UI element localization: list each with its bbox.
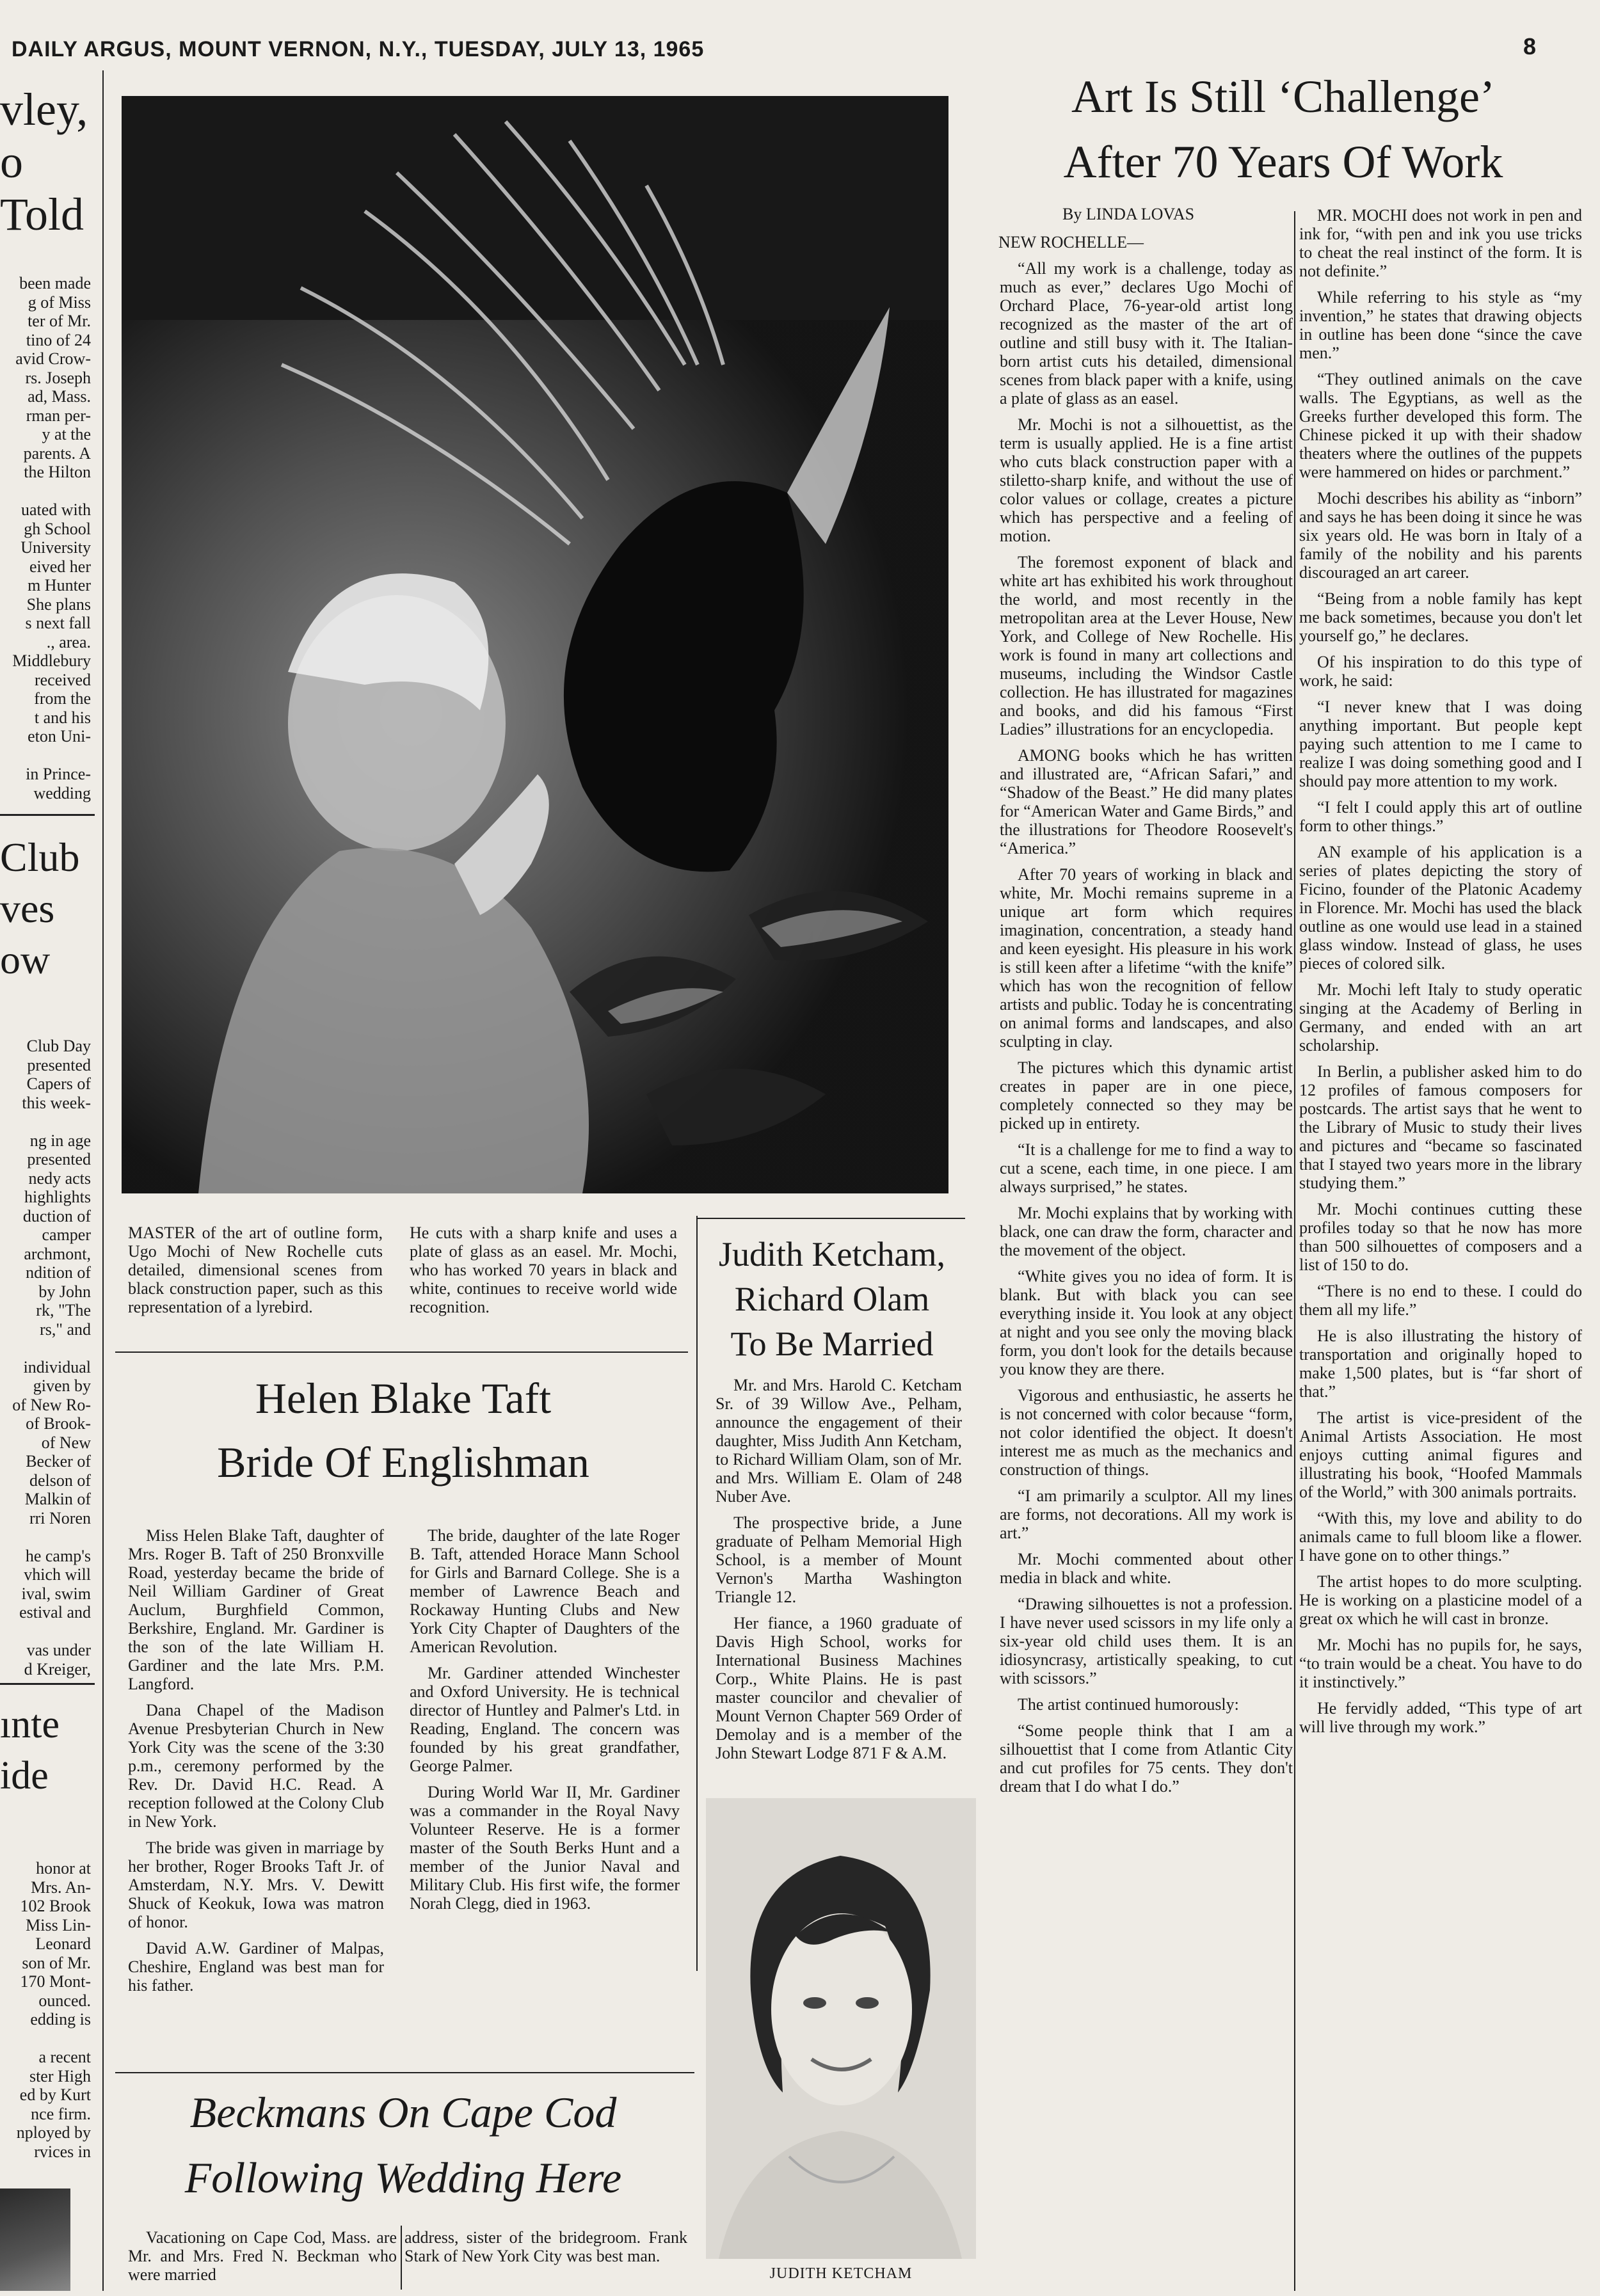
art-dateline: NEW ROCHELLE— — [998, 233, 1144, 251]
art-paragraph: Vigorous and enthusiastic, he asserts he is not concerned with color because “form, not color identified the object. It doesn't interest me as much as the mechanics and construction of things. — [1000, 1386, 1293, 1479]
ketcham-paragraph: The prospective bride, a June graduate of Pelham Memorial High School, is a member of Mount Vernon's Martha Washington Triangle 12. — [716, 1513, 962, 1606]
left-story-line — [0, 1622, 91, 1641]
art-paragraph: Mr. Mochi commented about other media in black and white. — [1000, 1550, 1293, 1587]
left-story-line: Mrs. An- — [31, 1877, 91, 1897]
left-story-line: ., area. — [46, 632, 91, 651]
left-rule-2 — [0, 1683, 95, 1685]
left-story-line: of New — [41, 1433, 91, 1452]
ketcham-headline-line: Judith Ketcham, — [719, 1235, 945, 1273]
art-paragraph: In Berlin, a publisher asked him to do 12 profiles of famous composers for postcards. The artist says that he went to the Library of Music to study their lives and pictures and “became so fascinated that I stayed two years more in the library studying them.” — [1299, 1062, 1582, 1192]
photo-caption-right: He cuts with a sharp knife and uses a plate of glass as an easel. Mr. Mochi, who has worked 70 years in black and white, continues to receive world wide recognition. — [410, 1224, 677, 1316]
left-headline-line: ow — [0, 937, 51, 982]
beckman-col-2-text: address, sister of the bridegroom. Frank Stark of New York City was best man. — [404, 2228, 687, 2265]
left-story-line: he camp's — [25, 1546, 91, 1565]
left-story-line: rvices in — [34, 2142, 91, 2161]
art-paragraph: “White gives you no idea of form. It is blank. But with black you can see everything inside it. You look at any object at night and you see only the moving black form, you don't look for the details because you know they are there. — [1000, 1267, 1293, 1378]
art-paragraph: Mochi describes his ability as “inborn” and says he has been doing it since he was six years old. He was born in Italy of a family of the nobility and his parents discouraged an art career. — [1299, 489, 1582, 582]
left-story-line: rman per- — [26, 406, 91, 425]
art-paragraph: After 70 years of working in black and white, Mr. Mochi remains supreme in a unique art form which requires imagination, concentration, a steady hand and keen eyesight. His pleasure in his work is still keen after a lifetime “with the knife” which has won the recognition of fellow artists and public. Today he is concentrating on animal forms and landscapes, and also sculpting in clay. — [1000, 865, 1293, 1051]
mochi-photo — [122, 96, 948, 1193]
left-story-line: Club Day — [26, 1037, 91, 1055]
left-story-line: eived her — [29, 557, 91, 576]
left-story-line: nployed by — [16, 2123, 91, 2142]
left-story-line: nedy acts — [28, 1168, 91, 1188]
art-headline-line-1: Art Is Still ‘Challenge’ — [1071, 71, 1495, 122]
left-story-line — [0, 1339, 91, 1358]
art-headline-line-2: After 70 Years Of Work — [1063, 136, 1503, 187]
art-paragraph: “With this, my love and ability to do animals came to full bloom like a flower. I have gone on to other things.” — [1299, 1509, 1582, 1565]
left-headline-line: Club — [0, 834, 80, 880]
taft-paragraph: David A.W. Gardiner of Malpas, Cheshire, England was best man for his father. — [128, 1939, 384, 1995]
rule-beckman-mid — [401, 2226, 402, 2290]
left-story-line: y at the — [42, 425, 91, 443]
art-paragraph: Mr. Mochi explains that by working with black, one can draw the form, character and the movement of the object. — [1000, 1204, 1293, 1259]
taft-col-2 — [410, 1526, 680, 2051]
left-headline-1 — [0, 83, 96, 241]
masthead: DAILY ARGUS, MOUNT VERNON, N.Y., TUESDAY, JULY 13, 1965 — [12, 37, 705, 61]
left-story-line: nce firm. — [31, 2104, 91, 2123]
left-story-line: this week- — [22, 1093, 91, 1112]
art-paragraph: “I am primarily a sculptor. All my lines are forms, not decorations. All my work is art.” — [1000, 1487, 1293, 1542]
left-story-line: ounced. — [38, 1991, 91, 2010]
mochi-photo-image — [122, 96, 948, 1193]
left-headline-3 — [0, 1699, 96, 1801]
ketcham-portrait-image — [706, 1798, 976, 2259]
left-story-line: 170 Mont- — [20, 1972, 91, 1991]
left-story-line: Malkin of — [24, 1490, 91, 1508]
left-photo-fragment — [0, 2188, 70, 2291]
page-number: 8 — [1523, 33, 1536, 60]
taft-headline-line-2: Bride Of Englishman — [217, 1438, 589, 1487]
ketcham-portrait — [706, 1798, 976, 2259]
taft-paragraph: During World War II, Mr. Gardiner was a commander in the Royal Navy Volunteer Reserve. He is a former master of the South Berks Hunt and a member of the Junior Naval and Military Club. His first wife, the former Norah Clegg, died in 1963. — [410, 1783, 680, 1913]
rule-above-ketcham — [698, 1218, 965, 1219]
beckman-col-1 — [128, 2228, 397, 2290]
left-headline-line: ide — [0, 1754, 49, 1798]
left-story-line: Becker of — [26, 1452, 91, 1471]
left-story-line: rs," and — [40, 1319, 91, 1339]
left-story-line: highlights — [24, 1188, 91, 1206]
left-story-line: individual — [23, 1357, 91, 1376]
left-rule-1 — [0, 814, 95, 816]
beckman-headline-line-2: Following Wedding Here — [184, 2153, 622, 2202]
left-headline-line: ınte — [0, 1703, 60, 1746]
art-paragraph: The artist hopes to do more sculpting. He is working on a plasticine model of a great ox which he will cast in bronze. — [1299, 1572, 1582, 1628]
ketcham-portrait-caption: JUDITH KETCHAM — [769, 2265, 913, 2282]
art-paragraph: Mr. Mochi has no pupils for, he says, “to train would be a cheat. You have to do it instinctively.” — [1299, 1636, 1582, 1691]
left-story-line: ed by Kurt — [19, 2085, 91, 2104]
left-headline-line: ves — [0, 886, 55, 931]
art-paragraph: “It is a challenge for me to find a way to cut a scene, each time, in one piece. I am always surprised,” he states. — [1000, 1140, 1293, 1196]
left-story-line: rri Noren — [29, 1508, 91, 1527]
left-story-line: presented — [27, 1055, 91, 1074]
left-story-line: in Prince- — [26, 765, 91, 783]
left-story-line: vas under — [26, 1641, 91, 1659]
left-story-line: delson of — [29, 1471, 91, 1490]
left-story-line: s next fall — [25, 614, 91, 632]
left-story-line: edding is — [30, 2010, 91, 2029]
left-story-line: gh School — [24, 519, 91, 538]
beckman-headline-line-1: Beckmans On Cape Cod — [189, 2088, 617, 2137]
left-story-line: uated with — [20, 500, 91, 519]
ketcham-paragraph: Mr. and Mrs. Harold C. Ketcham Sr. of 39 Willow Ave., Pelham, announce the engagement of their daughter, Miss Judith Ann Ketcham, to Richard William Olam, son of Mr. and Mrs. William E. Olam of 248 Nuber Ave. — [716, 1376, 962, 1506]
left-story-line: avid Crow- — [15, 349, 91, 368]
left-story-line: received — [34, 670, 91, 689]
art-paragraph: While referring to his style as “my invention,” he states that drawing objects in outline has been done “since the cave men.” — [1299, 288, 1582, 362]
art-paragraph: The foremost exponent of black and white art has exhibited his work throughout the world, and most recently in the metropolitan area at the Lever House, New York, and College of New Rochelle. His work is found in many art collections and museums, including the Windsor Castle collection. He has illustrated for magazines and books, and did his famous “First Ladies” illustrations for an encyclopedia. — [1000, 553, 1293, 738]
left-story-line: been made — [19, 274, 91, 292]
art-paragraph: Mr. Mochi is not a silhouettist, as the term is usually applied. He is a fine artist who cuts black construction paper with a stiletto-sharp knife, and without the use of color values or collage, creates a picture which has perspective and a feeling of motion. — [1000, 415, 1293, 545]
art-col-2 — [1299, 206, 1582, 2291]
left-story-line — [0, 2029, 91, 2048]
left-story-line: wedding — [33, 783, 91, 802]
left-story-line: ter of Mr. — [28, 312, 91, 330]
left-story-line: g of Miss — [28, 292, 91, 312]
taft-paragraph: The bride, daughter of the late Roger B. Taft, attended Horace Mann School for Girls and Barnard College. She is a member of Lawrence Beach and Rockaway Hunting Clubs and New York City Chapter of Daughters of the American Revolution. — [410, 1526, 680, 1656]
beckman-col-1-text: Vacationing on Cape Cod, Mass. are Mr. and Mrs. Fred N. Beckman who were married — [128, 2228, 397, 2284]
left-story-line: a recent — [38, 2048, 91, 2066]
left-story-line: presented — [27, 1150, 91, 1168]
art-paragraph: Mr. Mochi continues cutting these profiles today so that he now has more than 500 silhouettes of composers and a list of 150 to do. — [1299, 1200, 1582, 1274]
left-story-line: honor at — [36, 1859, 91, 1877]
beckman-headline — [115, 2080, 691, 2214]
taft-headline-line-1: Helen Blake Taft — [255, 1374, 552, 1423]
art-paragraph: “There is no end to these. I could do them all my life.” — [1299, 1282, 1582, 1319]
art-paragraph: “All my work is a challenge, today as much as ever,” declares Ugo Mochi of Orchard Place, 76-year-old artist long recognized as the master of the art of outline and still busy with it. The Italian-born artist cuts his detailed, dimensional scenes from black paper with a knife, using a plate of glass as an easel. — [1000, 259, 1293, 408]
taft-headline — [115, 1366, 691, 1501]
left-story-line: of New Ro- — [12, 1395, 91, 1414]
left-story-line: University — [20, 538, 91, 557]
left-story-line: 102 Brook — [20, 1897, 91, 1915]
taft-paragraph: Miss Helen Blake Taft, daughter of Mrs. Roger B. Taft of 250 Bronxville Road, yesterday became the bride of Neil William Gardiner of Great Auclum, Burghfield Common, Berkshire, England. Mr. Gardiner is the son of the late William H. Gardiner and the late Mrs. P.M. Langford. — [128, 1526, 384, 1693]
left-story-line: tino of 24 — [26, 330, 91, 349]
beckman-col-2 — [404, 2228, 687, 2290]
ketcham-headline — [698, 1232, 966, 1376]
face-shape — [771, 1913, 912, 2105]
rule-above-beckman — [115, 2072, 694, 2073]
art-paragraph: The artist is vice-president of the Animal Artists Association. He most enjoys cutting animal figures and illustrating his book, “Hoofed Mammals of the World,” with 300 animals portraits. — [1299, 1408, 1582, 1501]
taft-paragraph: Mr. Gardiner attended Winchester and Oxford University. He is technical director of Huntley and Palmer's Ltd. in Reading, England. The concern was founded by his great grandfather, George Palmer. — [410, 1664, 680, 1775]
left-story-line: d Kreiger, — [24, 1659, 91, 1678]
ketcham-paragraph: Her fiance, a 1960 graduate of Davis High School, works for International Business Machines Corp., White Plains. He is past master councilor and chevalier of Mount Vernon Chapter 569 Order of Demolay and is a member of the John Stewart Lodge 871 F & A.M. — [716, 1614, 962, 1762]
left-story-line: Middlebury — [12, 651, 91, 670]
left-story-line: camper — [42, 1225, 91, 1244]
left-story-line: t and his — [34, 708, 91, 727]
left-story-line: Capers of — [26, 1074, 91, 1093]
left-story-line: son of Mr. — [22, 1953, 91, 1972]
left-headline-2 — [0, 832, 96, 985]
left-story-line: given by — [33, 1376, 91, 1395]
taft-paragraph: The bride was given in marriage by her brother, Roger Brooks Taft Jr. of Amsterdam, N.Y. Mrs. V. Dewitt Shuck of Keokuk, Iowa was matron of honor. — [128, 1838, 384, 1931]
left-story-line: Miss Lin- — [26, 1915, 91, 1934]
art-headline — [979, 64, 1587, 198]
ketcham-headline-line: To Be Married — [730, 1325, 934, 1363]
left-story-line: by John — [38, 1282, 91, 1301]
rule-art-mid — [1294, 211, 1295, 2291]
left-headline-line: Told — [0, 189, 84, 240]
left-fragment-column — [0, 70, 96, 2291]
art-paragraph: MR. MOCHI does not work in pen and ink for, “with pen and ink you use tricks to cheat the real instinct of the form. It is not definite.” — [1299, 206, 1582, 280]
art-paragraph: The artist continued humorously: — [1018, 1695, 1239, 1714]
left-story-line: ad, Mass. — [28, 387, 91, 406]
left-story-1 — [0, 274, 91, 802]
art-paragraph: “They outlined animals on the cave walls. The Egyptians, as well as the Greeks further developed this form. The Chinese picked it up with their shadow theaters where the outlines of the puppets were hammered on hides or parchment.” — [1299, 370, 1582, 481]
photo-caption-left: MASTER of the art of outline form, Ugo Mochi of New Rochelle cuts detailed, dimensional scenes from black construction paper, such as this representation of a lyrebird. — [128, 1224, 383, 1316]
art-paragraph: “I never knew that I was doing anything important. But people kept paying such attention to me I came to realize I was doing something good and I should pay more attention to my work. — [1299, 698, 1582, 790]
art-byline: By LINDA LOVAS — [1062, 205, 1195, 223]
left-story-line: duction of — [22, 1206, 91, 1225]
art-paragraph: The pictures which this dynamic artist creates in paper are in one piece, completely connected so they may be picked up in entirety. — [1000, 1058, 1293, 1133]
left-story-line: Leonard — [35, 1934, 91, 1953]
left-story-line: vhich will — [24, 1565, 91, 1584]
left-story-line: ndition of — [26, 1263, 91, 1282]
left-story-line — [0, 1527, 91, 1547]
ketcham-body — [716, 1376, 962, 1795]
art-paragraph: Of his inspiration to do this type of work, he said: — [1299, 653, 1582, 690]
left-story-line: rk, "The — [36, 1301, 91, 1319]
left-story-line: ster High — [29, 2066, 91, 2085]
art-paragraph: “Drawing silhouettes is not a profession. I have never used scissors in my life only a six-year old child uses them. It is an idiosyncrasy, artistically speaking, to cut with scissors.” — [1000, 1595, 1293, 1687]
left-story-line: archmont, — [24, 1244, 91, 1263]
left-story-line: estival and — [19, 1603, 91, 1622]
left-headline-line: o — [0, 136, 23, 187]
art-paragraph: “Some people think that I am a silhouettist that I come from Atlantic City and cut profiles for 75 cents. They don't dream that I do what I do.” — [1000, 1721, 1293, 1796]
art-paragraph: AMONG books which he has written and illustrated are, “African Safari,” and “Shadow of the Beast.” He did many plates for “American Water and Game Birds,” and the illustrations for Theodore Roosevelt's “America.” — [1000, 746, 1293, 857]
art-col-1 — [1000, 259, 1293, 2291]
left-story-line: rs. Joseph — [25, 368, 91, 387]
art-paragraph: “Being from a noble family has kept me back sometimes, because you don't let yourself go,” he declares. — [1299, 589, 1582, 645]
left-story-line: the Hilton — [24, 463, 91, 481]
taft-paragraph: Dana Chapel of the Madison Avenue Presbyterian Church in New York City was the scene of the 3:30 p.m., ceremony performed by the Rev. Dr. David H.C. Read. A reception followed at the Colony Club in New York. — [128, 1701, 384, 1831]
left-story-line — [0, 746, 91, 765]
column-rule-left — [102, 70, 104, 2291]
left-story-line: m Hunter — [28, 576, 91, 594]
left-story-3 — [0, 1859, 91, 2161]
left-story-line: She plans — [26, 594, 91, 614]
left-story-line: parents. A — [23, 443, 91, 463]
left-story-line — [0, 482, 91, 501]
left-story-line — [0, 1112, 91, 1131]
art-paragraph: He fervidly added, “This type of art will live through my work.” — [1299, 1699, 1582, 1736]
left-story-line: of Brook- — [26, 1414, 91, 1433]
left-story-line: from the — [34, 689, 91, 708]
art-paragraph: “I felt I could apply this art of outline form to other things.” — [1299, 798, 1582, 835]
ketcham-headline-line: Richard Olam — [734, 1280, 930, 1318]
rule-above-taft — [115, 1351, 688, 1353]
left-headline-line: vley, — [0, 84, 88, 135]
left-story-line: ng in age — [29, 1131, 91, 1150]
left-story-line: ival, swim — [21, 1584, 91, 1603]
left-story-2 — [0, 1037, 91, 1678]
art-paragraph: Mr. Mochi left Italy to study operatic singing at the Academy of Berling in Germany, and ended with an art scholarship. — [1299, 980, 1582, 1055]
taft-col-1 — [128, 1526, 384, 2051]
art-paragraph: AN example of his application is a series of plates depicting the story of Ficino, founder of the Platonic Academy in Florence. Mr. Mochi has used the black outline as one would use lead in a stained glass window. Instead of glass, he uses pieces of colored silk. — [1299, 843, 1582, 973]
art-paragraph: He is also illustrating the history of transportation and originally hoped to make 1,500 plates, but is “far short of that.” — [1299, 1327, 1582, 1401]
left-story-line: eton Uni- — [28, 727, 91, 745]
